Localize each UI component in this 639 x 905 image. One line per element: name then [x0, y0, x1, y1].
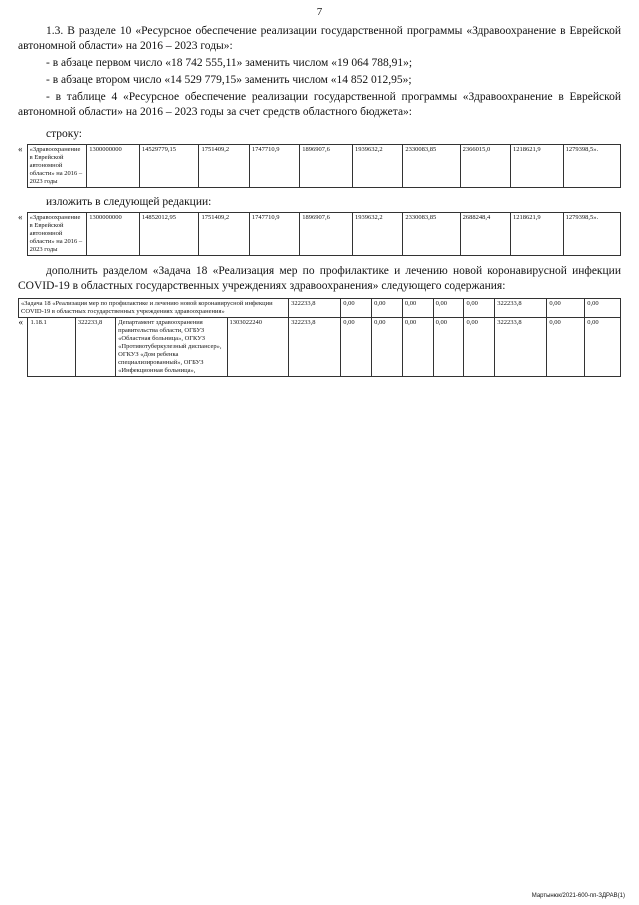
table-row — [18, 213, 621, 256]
row-name-cell: 322233,8 — [75, 318, 115, 377]
paragraph-dopolnit: дополнить разделом «Задача 18 «Реализация мер по профилактике и лечению новой коронавирусной инфекции COVID-19 в областных государственных учреждениях здравоохранения» следующего содержания: — [18, 265, 621, 292]
table-cell: 1751409,2 — [199, 213, 249, 256]
table-cell: 1279398,5». — [563, 213, 620, 256]
table-cell: 322233,8 — [289, 299, 341, 318]
table-cell: 2366015,0 — [460, 145, 510, 188]
table-cell: 1939632,2 — [352, 213, 402, 256]
table-task-18 — [18, 298, 621, 377]
table-cell: 0,00 — [433, 299, 464, 318]
table-row — [19, 299, 621, 318]
table-cell: 322233,8 — [289, 318, 341, 377]
table-cell: 1896907,6 — [300, 145, 353, 188]
executor-cell: Департамент здравоохранения правительства области, ОГБУЗ «Областная больница», ОГКУЗ «Противотуберкулезный диспансер», ОГКУЗ «Дом ребенка специализированный», ОГБУЗ «Инфекционная больница», — [116, 318, 227, 377]
table-cell: 0,00 — [547, 299, 585, 318]
table-cell: 322233,8 — [495, 299, 547, 318]
table-cell: 0,00 — [402, 318, 433, 377]
table-cell: 0,00 — [433, 318, 464, 377]
table-cell: 0,00 — [464, 299, 495, 318]
open-quote: « — [18, 211, 23, 222]
table-cell: 0,00 — [464, 318, 495, 377]
row-name-cell: «Здравоохранение в Еврейской автономной области» на 2016 – 2023 годы — [27, 213, 87, 256]
table-cell: 0,00 — [341, 318, 372, 377]
table-cell: 14529779,15 — [139, 145, 199, 188]
table-old-row — [18, 144, 621, 188]
table-cell: 1751409,2 — [199, 145, 249, 188]
table-cell: 1896907,6 — [300, 213, 353, 256]
footer-reference: Мартынюк/2021-600-пп-ЗДРАВ(1) — [531, 893, 625, 899]
table-cell: 322233,8 — [495, 318, 547, 377]
paragraph-1-3: 1.3. В разделе 10 «Ресурсное обеспечение реализации государственной программы «Здравоохранение в Еврейской автономной области» на 2016 – 2023 годы»: — [18, 25, 621, 52]
open-quote: « — [18, 317, 23, 327]
table-cell: 1939632,2 — [352, 145, 402, 188]
table-cell: 1747710,9 — [249, 213, 299, 256]
paragraph-table-4: - в таблице 4 «Ресурсное обеспечение реализации государственной программы «Здравоохранение в Еврейской автономной области» на 2016 – 2023 годы за счет средств областного бюджета»: — [18, 91, 621, 118]
table-row — [19, 318, 621, 377]
page-number: 7 — [316, 6, 323, 18]
table-cell: 1218621,9 — [510, 213, 563, 256]
table-cell: 0,00 — [547, 318, 585, 377]
table-cell: 0,00 — [341, 299, 372, 318]
table-cell: 2688248,4 — [460, 213, 510, 256]
table-cell: 1279398,5». — [563, 145, 620, 188]
table-cell: 1747710,9 — [249, 145, 299, 188]
code-cell: 1303022240 — [227, 318, 289, 377]
table-cell: 1218621,9 — [510, 145, 563, 188]
table-new-row — [18, 212, 621, 256]
table-cell: 0,00 — [585, 299, 621, 318]
document-body — [18, 24, 621, 381]
table-cell: 14852012,95 — [139, 213, 199, 256]
table-cell: 0,00 — [372, 299, 403, 318]
paragraph-abzac-1: - в абзаце первом число «18 742 555,11» заменить числом «19 064 788,91»; — [46, 57, 413, 69]
label-stroku: строку: — [46, 128, 82, 140]
table-cell: 0,00 — [372, 318, 403, 377]
table-cell: 2330083,85 — [403, 213, 460, 256]
table-cell: 0,00 — [402, 299, 433, 318]
table-cell: 0,00 — [585, 318, 621, 377]
open-quote: « — [18, 143, 23, 154]
row-name-cell: «Здравоохранение в Еврейской автономной области» на 2016 – 2023 годы — [27, 145, 87, 188]
label-izlozhit: изложить в следующей редакции: — [46, 196, 212, 208]
task-header-cell: «Задача 18 «Реализация мер по профилактике и лечению новой коронавирусной инфекции COVID-19 в областных государственных учреждениях здравоохранения» — [19, 299, 289, 318]
paragraph-abzac-2: - в абзаце втором число «14 529 779,15» заменить числом «14 852 012,95»; — [46, 74, 412, 86]
table-cell: 2330083,85 — [403, 145, 460, 188]
table-row — [18, 145, 621, 188]
row-id-cell: 1.18.1 — [28, 318, 75, 377]
table-cell: 1300000000 — [87, 213, 140, 256]
table-cell: 1300000000 — [87, 145, 140, 188]
